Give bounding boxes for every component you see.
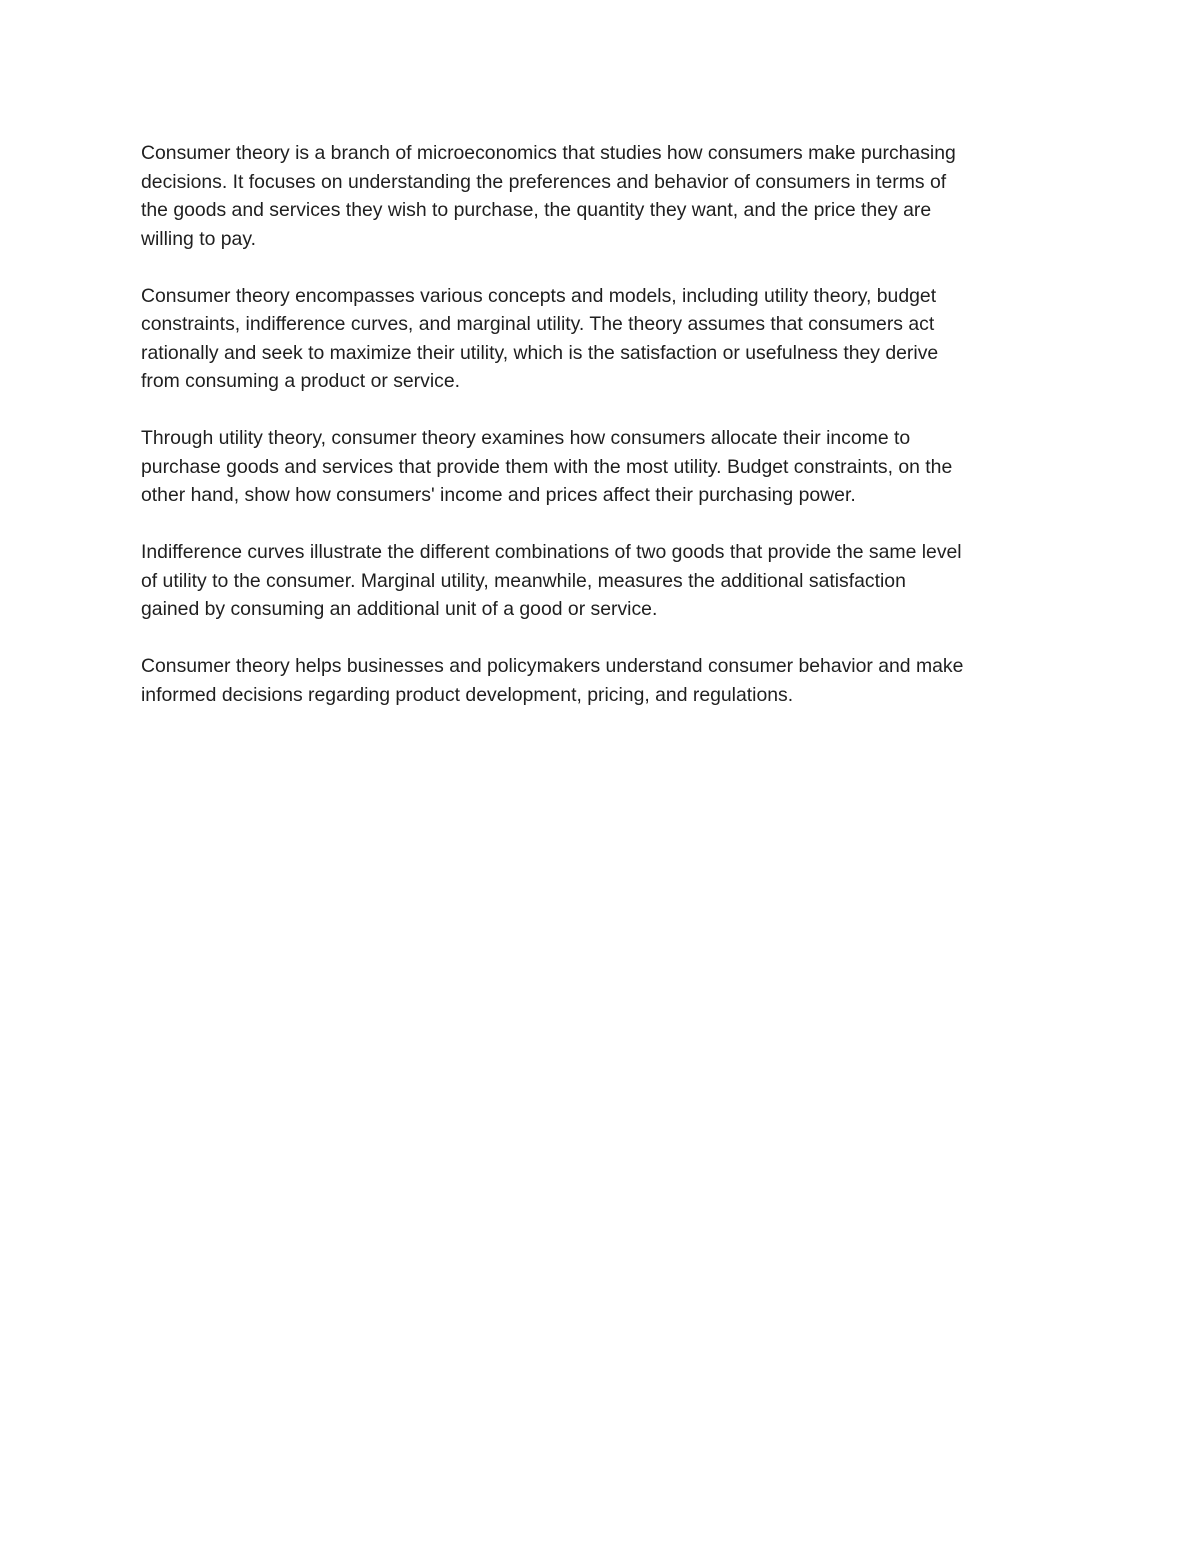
paragraph-2 xyxy=(141,282,1071,396)
paragraph-line: from consuming a product or service. xyxy=(141,370,460,392)
paragraph-line: rationally and seek to maximize their utility, which is the satisfaction or usefulness they derive xyxy=(141,341,939,364)
paragraph-line: willing to pay. xyxy=(141,227,256,250)
paragraph-line: Consumer theory helps businesses and policymakers understand consumer behavior and make xyxy=(141,655,964,677)
paragraph-line: purchase goods and services that provide them with the most utility. Budget constraints, on the xyxy=(141,455,953,478)
paragraph-5 xyxy=(141,652,1071,709)
paragraph-line: of utility to the consumer. Marginal utility, meanwhile, measures the additional satisfaction xyxy=(141,569,906,592)
paragraph-line: other hand, show how consumers' income and prices affect their purchasing power. xyxy=(141,484,856,506)
paragraph-line: informed decisions regarding product development, pricing, and regulations. xyxy=(141,683,794,706)
paragraph-line: decisions. It focuses on understanding the preferences and behavior of consumers in terms of xyxy=(141,170,947,193)
paragraph-line: the goods and services they wish to purchase, the quantity they want, and the price they are xyxy=(141,199,932,221)
document-body xyxy=(141,139,1071,738)
paragraph-line: gained by consuming an additional unit of a good or service. xyxy=(141,598,658,620)
paragraph-line: Consumer theory is a branch of microeconomics that studies how consumers make purchasing xyxy=(141,142,956,164)
paragraph-1 xyxy=(141,139,1071,253)
paragraph-line: Consumer theory encompasses various concepts and models, including utility theory, budget xyxy=(141,284,937,307)
paragraph-line: Through utility theory, consumer theory examines how consumers allocate their income to xyxy=(141,427,911,449)
paragraph-3 xyxy=(141,424,1071,510)
paragraph-line: constraints, indifference curves, and marginal utility. The theory assumes that consumers act xyxy=(141,313,935,335)
paragraph-4 xyxy=(141,538,1071,624)
paragraph-line: Indifference curves illustrate the different combinations of two goods that provide the same level xyxy=(141,541,962,563)
